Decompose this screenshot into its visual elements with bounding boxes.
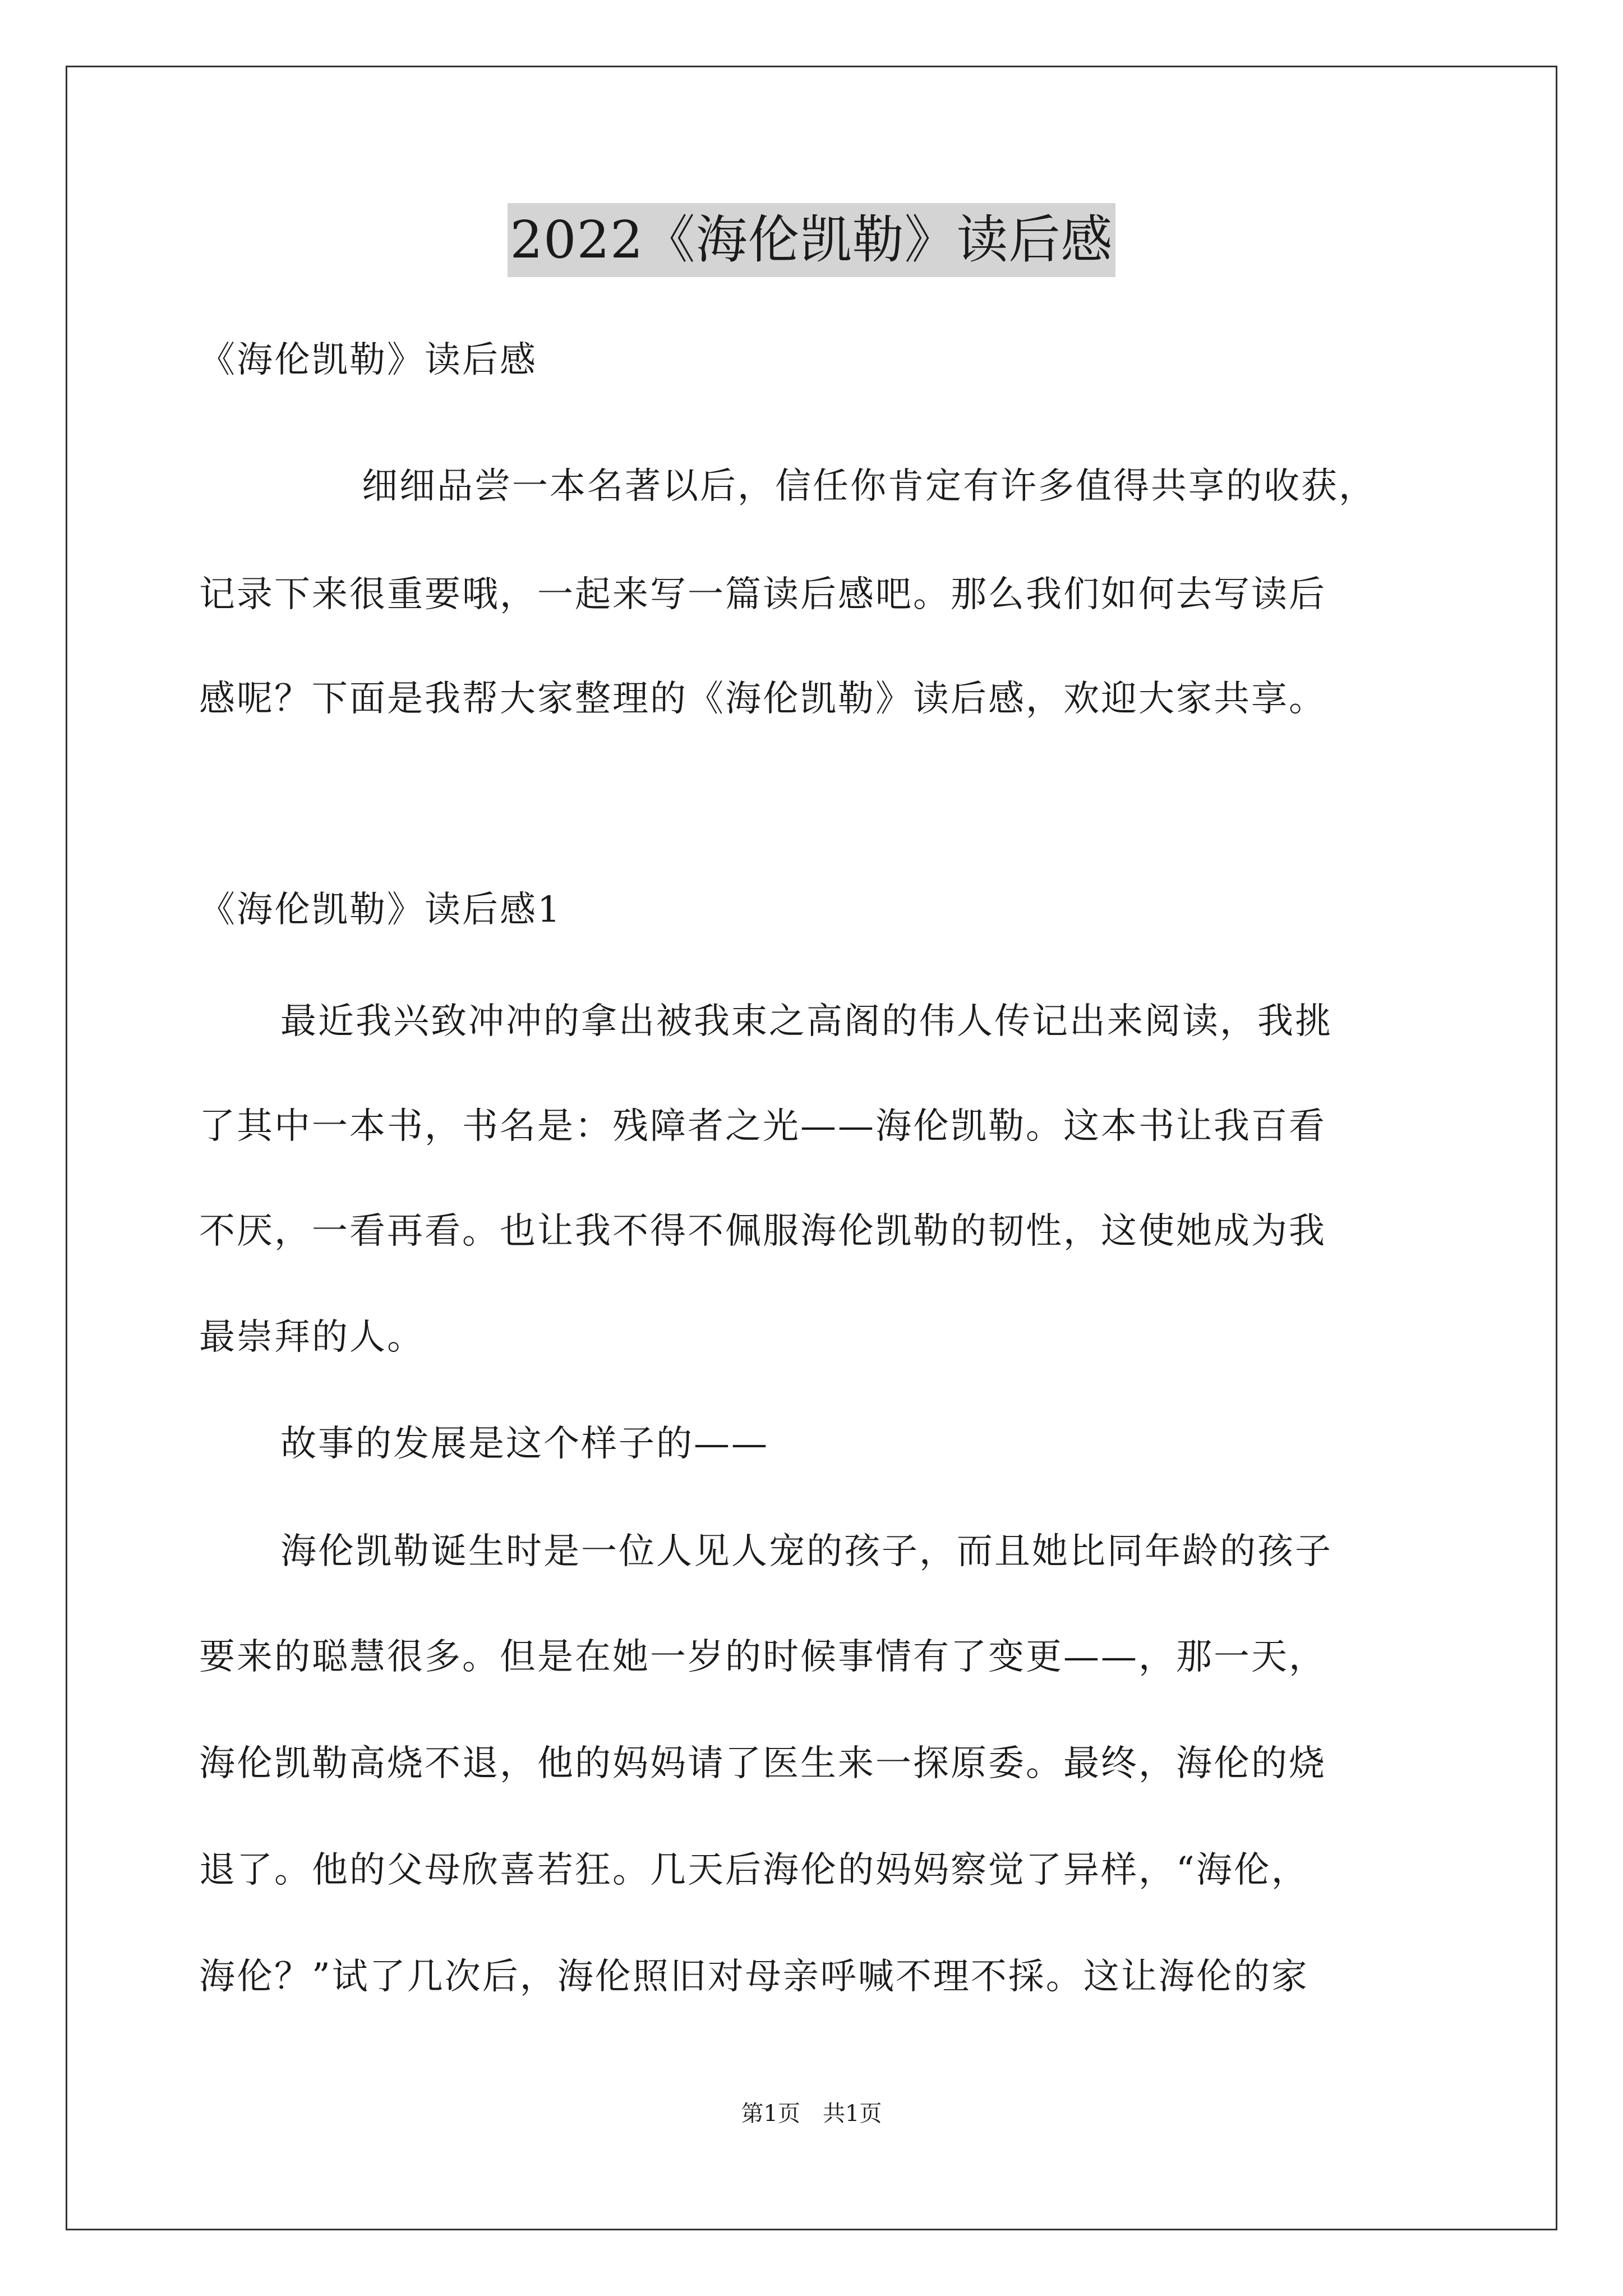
document-title: 2022《海伦凯勒》读后感 bbox=[508, 203, 1115, 277]
title-container bbox=[0, 203, 1623, 277]
text-line: 了其中一本书，书名是：残障者之光——海伦凯勒。这本书让我百看 bbox=[199, 1106, 1326, 1147]
text-line: 感呢？下面是我帮大家整理的《海伦凯勒》读后感，欢迎大家共享。 bbox=[199, 678, 1326, 720]
text-line: 海伦？”试了几次后，海伦照旧对母亲呼喊不理不採。这让海伦的家 bbox=[199, 1956, 1309, 1998]
text-line: 不厌，一看再看。也让我不得不佩服海伦凯勒的韧性，这使她成为我 bbox=[199, 1211, 1326, 1252]
text-line: 要来的聪慧很多。但是在她一岁的时候事情有了变更——，那一天， bbox=[199, 1636, 1326, 1678]
text-line: 退了。他的父母欣喜若狂。几天后海伦的妈妈察觉了异样，“海伦， bbox=[199, 1849, 1309, 1891]
text-line: 最近我兴致冲冲的拿出被我束之高阁的伟人传记出来阅读，我挑 bbox=[280, 1001, 1332, 1042]
text-line: 故事的发展是这个样子的—— bbox=[280, 1423, 769, 1465]
text-line: 细细品尝一本名著以后，信任你肯定有许多值得共享的收获， bbox=[362, 466, 1376, 507]
text-line: 最崇拜的人。 bbox=[199, 1317, 425, 1358]
text-line: 海伦凯勒高烧不退，他的妈妈请了医生来一探原委。最终，海伦的烧 bbox=[199, 1743, 1326, 1784]
text-line: 记录下来很重要哦，一起来写一篇读后感吧。那么我们如何去写读后 bbox=[199, 574, 1326, 615]
text-line: 海伦凯勒诞生时是一位人见人宠的孩子，而且她比同年龄的孩子 bbox=[280, 1531, 1332, 1572]
subtitle-line: 《海伦凯勒》读后感 bbox=[199, 339, 537, 381]
section-heading: 《海伦凯勒》读后感1 bbox=[199, 889, 562, 931]
page-footer: 第1页 共1页 bbox=[741, 2101, 882, 2127]
